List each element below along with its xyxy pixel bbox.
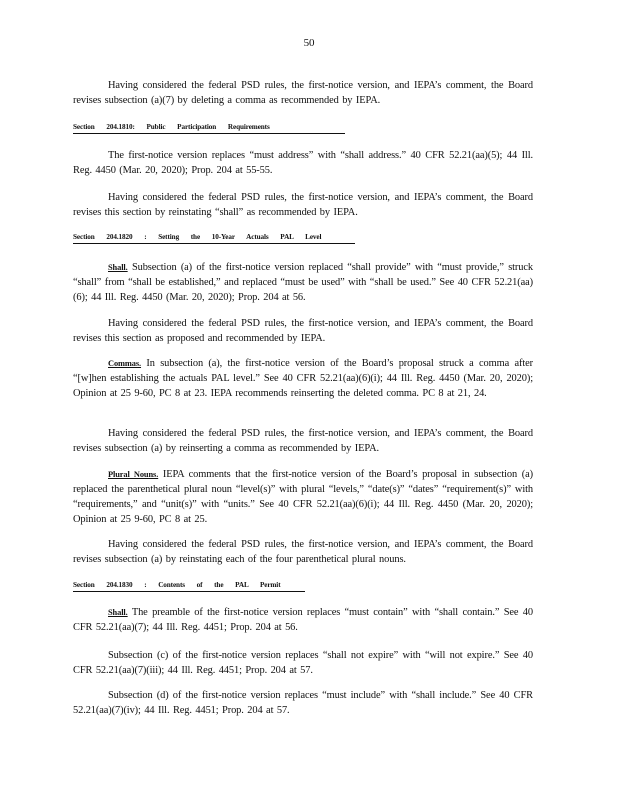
paragraph: Shall. The preamble of the first-notice version replaces “must contain” with “shall contain.” See 40 CFR 52.21(aa)(7); 44 Ill. Reg. 4451; Prop. 204 at 56. (73, 607, 533, 633)
paragraph: The first-notice version replaces “must address” with “shall address.” 40 CFR 52.21(aa)(5); 44 Ill. Reg. 4450 (Mar. 20, 2020); Prop. 204 at 55-55. (73, 150, 533, 176)
section-heading-1830: Section 204.1830 : Contents of the PAL Permit (73, 580, 305, 592)
paragraph: Having considered the federal PSD rules, the first-notice version, and IEPA’s comment, the Board revises this section as proposed and recommended by IEPA. (73, 318, 533, 344)
paragraph: Subsection (d) of the first-notice version replaces “must include” with “shall include.” See 40 CFR 52.21(aa)(7)(iv); 44 Ill. Reg. 4451; Prop. 204 at 57. (73, 690, 533, 716)
paragraph: Plural Nouns. IEPA comments that the first-notice version of the Board’s proposal in subsection (a) replaced the parenthetical plural noun “level(s)” with plural “levels,” “date(s)” “dates” “requirement(s)” with “requirements,” and “unit(s)” with “units.” See 40 CFR 52.21(aa)(6)(i); 44 Ill. Reg. 4450 (Mar. 20, 2020); Opinion at 25 9-60, PC 8 at 25. (73, 469, 533, 525)
paragraph: Having considered the federal PSD rules, the first-notice version, and IEPA’s comment, the Board revises subsection (a) by reinstating each of the four parenthetical plural nouns. (73, 539, 533, 565)
paragraph: Commas. In subsection (a), the first-notice version of the Board’s proposal struck a comma after “[w]hen establishing the actuals PAL level.” See 40 CFR 52.21(aa)(6)(i); 44 Ill. Reg. 4450 (Mar. 20, 2020); Opinion at 25 9-60, PC 8 at 23. IEPA recommends reinserting the deleted comma. PC 8 at 21, 24. (73, 358, 533, 399)
paragraph: Having considered the federal PSD rules, the first-notice version, and IEPA’s comment, the Board revises subsection (a) by reinserting a comma as recommended by IEPA. (73, 428, 533, 454)
page-number: 50 (303, 37, 315, 49)
section-heading-1810: Section 204.1810: Public Participation Requirements (73, 122, 345, 134)
paragraph-lead: Commas. (108, 359, 142, 368)
paragraph-lead: Shall. (108, 263, 128, 272)
paragraph-lead: Shall. (108, 608, 128, 617)
paragraph: Shall. Subsection (a) of the first-notice version replaced “shall provide” with “must provide,” struck “shall” from “shall be established,” and replaced “must be used” with “shall be used.” See 40 CFR 52.21(aa)(6); 44 Ill. Reg. 4450 (Mar. 20, 2020); Prop. 204 at 56. (73, 262, 533, 303)
paragraph: Subsection (c) of the first-notice version replaces “shall not expire” with “will not expire.” See 40 CFR 52.21(aa)(7)(iii); 44 Ill. Reg. 4451; Prop. 204 at 57. (73, 650, 533, 676)
section-heading-1820: Section 204.1820 : Setting the 10-Year Actuals PAL Level (73, 232, 355, 244)
paragraph: Having considered the federal PSD rules, the first-notice version, and IEPA’s comment, the Board revises this section by reinstating “shall” as recommended by IEPA. (73, 192, 533, 218)
paragraph-lead: Plural Nouns. (108, 470, 159, 479)
paragraph: Having considered the federal PSD rules, the first-notice version, and IEPA’s comment, the Board revises subsection (a)(7) by deleting a comma as recommended by IEPA. (73, 80, 533, 106)
